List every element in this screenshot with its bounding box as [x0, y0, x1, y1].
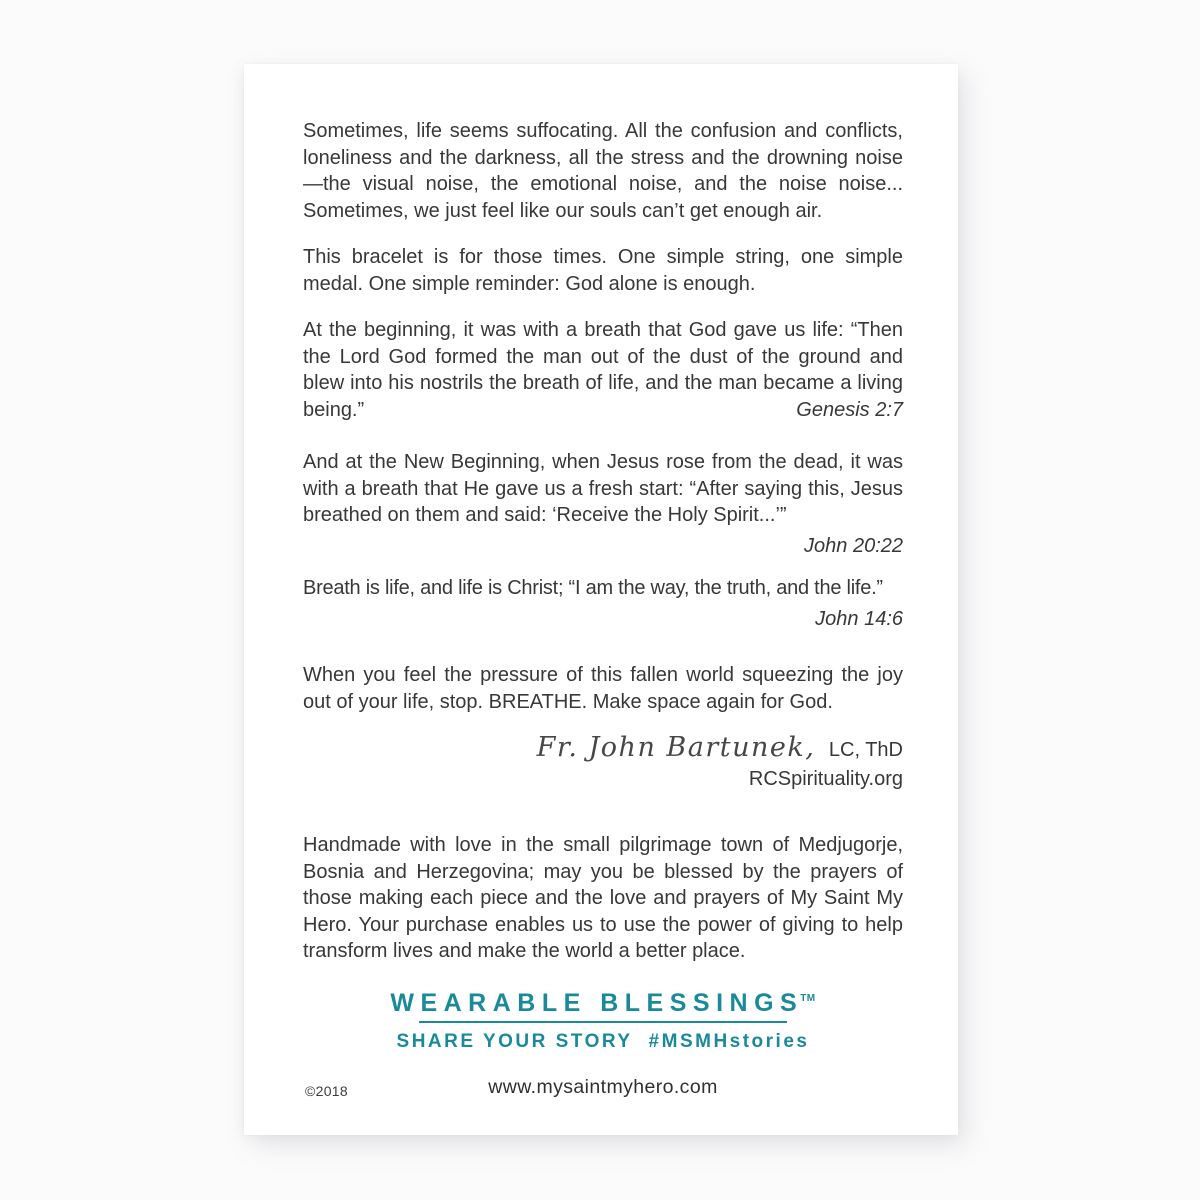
paragraph-breath: Breath is life, and life is Christ; “I am the way, the truth, and the life.” [303, 577, 883, 599]
signature-name: Fr. John Bartunek, [536, 732, 816, 763]
tagline-share-your-story: SHARE YOUR STORY [396, 1030, 633, 1052]
tagline-hashtag: #MSMHstories [648, 1030, 810, 1052]
signature-credentials: LC, ThD [828, 739, 903, 761]
paragraph-genesis: At the beginning, it was with a breath that God gave us life: “Then the Lord God formed the man out of the dust of the ground and blew into his nostrils the breath of life, and the man became a living being.” [303, 319, 903, 421]
card-footer [303, 1074, 903, 1098]
verse-citation-john14: John 14:6 [815, 607, 903, 630]
brand-wordmark [303, 985, 903, 1017]
trademark-symbol: TM [800, 992, 816, 1004]
brand-block [303, 985, 903, 1054]
verse-citation-genesis: Genesis 2:7 [796, 398, 903, 421]
signature-organization: RCSpirituality.org [748, 767, 903, 790]
signature-block [303, 732, 903, 764]
card-content [303, 118, 903, 1098]
paragraph-breathe: When you feel the pressure of this fallen world squeezing the joy out of your life, stop. BREATHE. Make space again for God. [303, 664, 903, 713]
paragraph-handmade: Handmade with love in the small pilgrimage town of Medjugorje, Bosnia and Herzegovina; may you be blessed by the prayers of those making each piece and the love and prayers of My Saint My Hero. Your purchase enables us to use the power of giving to help transform lives and make the world a better place. [303, 834, 903, 962]
insert-card [244, 64, 958, 1135]
verse-citation-john20: John 20:22 [804, 534, 903, 557]
brand-wordmark-text: WEARABLE BLESSINGS [390, 988, 804, 1017]
copyright-text: ©2018 [305, 1082, 348, 1099]
paragraph-john20: And at the New Beginning, when Jesus rose from the dead, it was with a breath that He gave us a fresh start: “After saying this, Jesus breathed on them and said: ‘Receive the Holy Spirit...’” [303, 451, 903, 526]
brand-divider [419, 1021, 787, 1023]
brand-tagline [303, 1030, 903, 1054]
paragraph-bracelet: This bracelet is for those times. One simple string, one simple medal. One simple reminder: God alone is enough. [303, 246, 903, 295]
paragraph-suffocating: Sometimes, life seems suffocating. All the confusion and conflicts, loneliness and the darkness, all the stress and the drowning noise —the visual noise, the emotional noise, and the noise noise... Sometimes, we just feel like our souls can’t get enough air. [303, 120, 903, 222]
website-url: www.mysaintmyhero.com [488, 1075, 718, 1098]
